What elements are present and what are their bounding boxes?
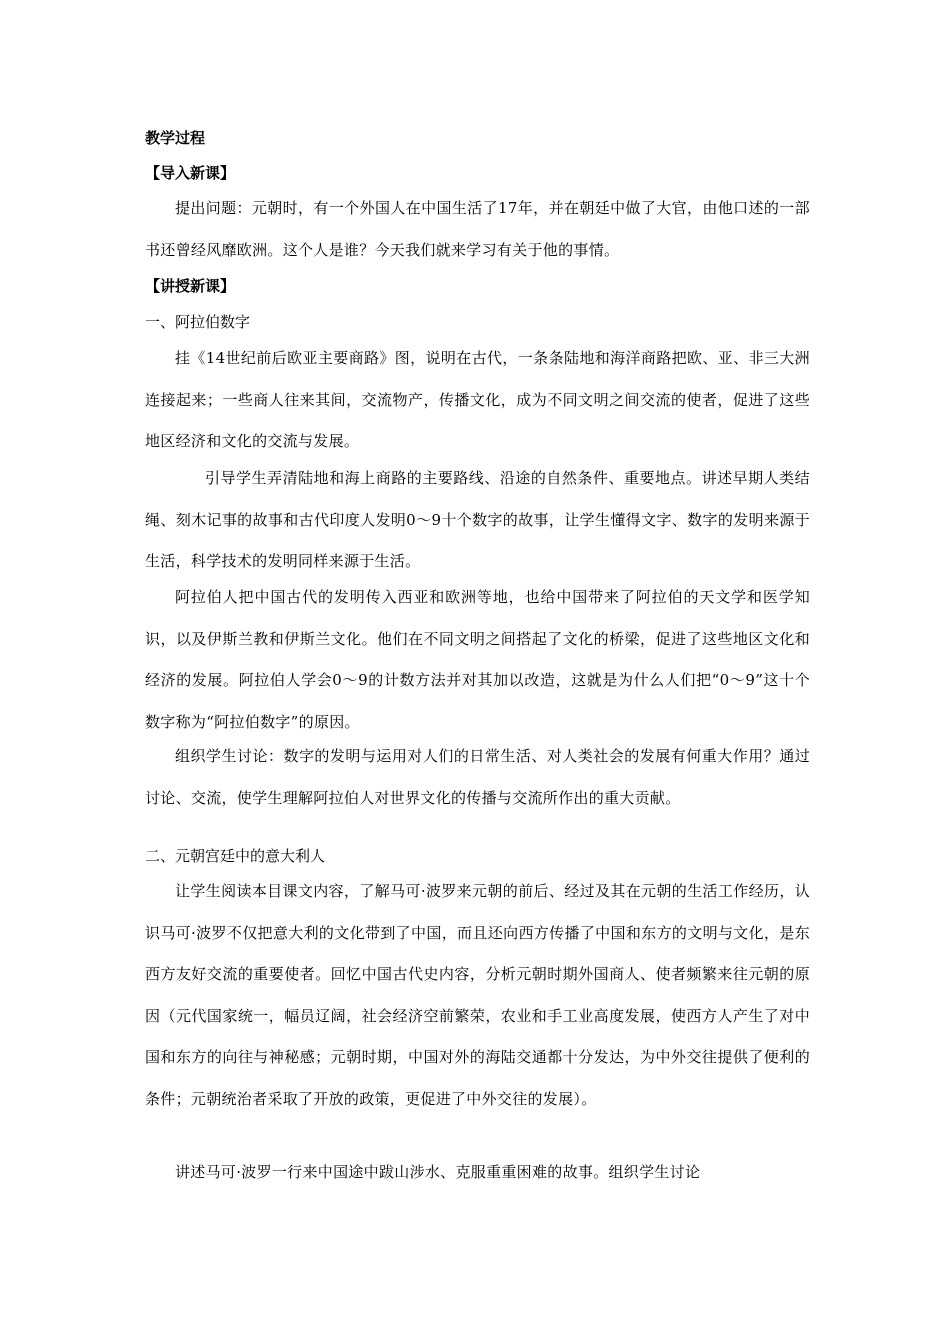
document-title: 教学过程	[145, 129, 206, 147]
part1-paragraph-2: 引导学生弄清陆地和海上商路的主要路线、沿途的自然条件、重要地点。讲述早期人类结绳、刻木记事的故事和古代印度人发明0～9十个数字的故事，让学生懂得文字、数字的发明来源于生活，科学技术的发明同样来源于生活。	[145, 469, 810, 571]
part1-paragraph-1: 挂《14世纪前后欧亚主要商路》图，说明在古代，一条条陆地和海洋商路把欧、亚、非三大洲连接起来；一些商人往来其间，交流物产，传播文化，成为不同文明之间交流的使者，促进了这些地区经济和文化的交流与发展。	[145, 349, 810, 451]
part2-heading: 二、元朝宫廷中的意大利人	[145, 847, 326, 865]
section-heading-lecture: 【讲授新课】	[145, 277, 236, 295]
part1-paragraph-4: 组织学生讨论：数字的发明与运用对人们的日常生活、对人类社会的发展有何重大作用？通过讨论、交流，使学生理解阿拉伯人对世界文化的传播与交流所作出的重大贡献。	[145, 747, 810, 807]
intro-paragraph: 提出问题：元朝时，有一个外国人在中国生活了17年，并在朝廷中做了大官，由他口述的一部书还曾经风靡欧洲。这个人是谁？今天我们就来学习有关于他的事情。	[145, 199, 810, 259]
part2-paragraph-2: 讲述马可·波罗一行来中国途中跋山涉水、克服重重困难的故事。组织学生讨论	[175, 1163, 701, 1181]
part1-paragraph-3: 阿拉伯人把中国古代的发明传入西亚和欧洲等地，也给中国带来了阿拉伯的天文学和医学知识，以及伊斯兰教和伊斯兰文化。他们在不同文明之间搭起了文化的桥梁，促进了这些地区文化和经济的发展。阿拉伯人学会0～9的计数方法并对其加以改造，这就是为什么人们把“0～9”这十个数字称为“阿拉伯数字”的原因。	[145, 588, 810, 731]
part2-paragraph-1: 让学生阅读本目课文内容，了解马可·波罗来元朝的前后、经过及其在元朝的生活工作经历，认识马可·波罗不仅把意大利的文化带到了中国，而且还向西方传播了中国和东方的文明与文化，是东西方友好交流的重要使者。回忆中国古代史内容，分析元朝时期外国商人、使者频繁来往元朝的原因（元代国家统一，幅员辽阔，社会经济空前繁荣，农业和手工业高度发展，使西方人产生了对中国和东方的向往与神秘感；元朝时期，中国对外的海陆交通都十分发达，为中外交往提供了便利的条件；元朝统治者采取了开放的政策，更促进了中外交往的发展）。	[145, 882, 810, 1108]
section-heading-intro: 【导入新课】	[145, 164, 236, 182]
part1-heading: 一、阿拉伯数字	[145, 313, 251, 331]
